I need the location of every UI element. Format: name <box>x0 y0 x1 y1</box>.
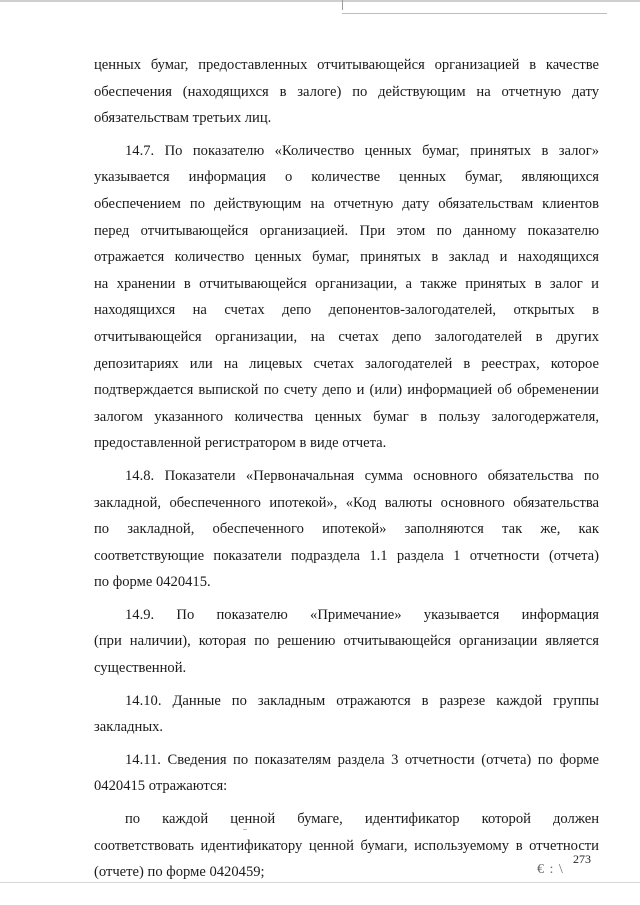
text-line: соответствующие показатели подраздела 1.1 раздела 1 отчетности (отчета) <box>94 547 599 564</box>
scan-top-edge <box>0 0 640 2</box>
text-line: 0420415 отражаются: <box>94 778 228 795</box>
paragraph-14-8 <box>94 463 599 596</box>
paragraph-14-10 <box>94 688 599 741</box>
scan-artifact-line <box>342 13 607 14</box>
text-line: предоставленной регистратором в виде отчета. <box>94 435 387 452</box>
text-line: 14.8. Показатели «Первоначальная сумма основного обязательства по <box>125 467 599 484</box>
paragraph-continuation <box>94 52 599 132</box>
text-line: залогом указанного количества ценных бумаг в пользу залогодержателя, <box>94 408 599 425</box>
scan-bottom-edge <box>0 882 640 883</box>
page-number: 273 <box>573 852 591 866</box>
scan-artifact-tick <box>342 0 343 10</box>
text-line: депозитариях или на лицевых счетах залогодателей в реестрах, которое <box>94 355 599 372</box>
page-stamp: € : \ <box>537 862 564 877</box>
text-line: 14.11. Сведения по показателям раздела 3 отчетности (отчета) по форме <box>125 751 599 768</box>
text-line: существенной. <box>94 660 187 677</box>
text-line: обеспечением по действующим на отчетную дату обязательствам клиентов <box>94 195 599 212</box>
text-line: (при наличии), которая по решению отчитывающейся организации является <box>94 633 599 650</box>
text-line: ценных бумаг, предоставленных отчитывающейся организацией в качестве <box>94 57 599 73</box>
scan-artifact-dot <box>243 829 247 830</box>
text-line: по форме 0420415. <box>94 574 211 591</box>
text-line: находящихся на счетах депо депонентов-залогодателей, открытых в <box>94 302 599 319</box>
paragraph-list-item <box>94 806 599 886</box>
text-line: указывается информация о количестве ценных бумаг, являющихся <box>94 169 599 186</box>
text-line: обеспечения (находящихся в залоге) по действующим на отчетную дату <box>94 83 599 100</box>
text-line: 14.10. Данные по закладным отражаются в разрезе каждой группы <box>125 692 599 709</box>
text-line: отчитывающейся организации, на счетах депо залогодателей в других <box>94 328 599 345</box>
text-line: перед отчитывающейся организацией. При этом по данному показателю <box>94 222 599 239</box>
text-line: обязательствам третьих лиц. <box>94 110 272 127</box>
paragraph-14-7 <box>94 138 599 457</box>
document-page <box>94 52 599 892</box>
text-line: 14.7. По показателю «Количество ценных бумаг, принятых в залог» <box>125 142 599 159</box>
text-line: подтверждается выпиской по счету депо и (или) информацией об обременении <box>94 382 599 399</box>
text-line: (отчете) по форме 0420459; <box>94 864 265 881</box>
text-line: по закладной, обеспеченного ипотекой» заполняются так же, как <box>94 521 599 538</box>
text-line: закладных. <box>94 719 164 736</box>
text-line: закладной, обеспеченного ипотекой», «Код валюты основного обязательства <box>94 494 599 511</box>
paragraph-14-9 <box>94 602 599 682</box>
text-line: 14.9. По показателю «Примечание» указывается информация <box>125 606 599 623</box>
text-line: по каждой ценной бумаге, идентификатор которой должен <box>125 811 599 828</box>
text-line: соответствовать идентификатору ценной бумаги, используемому в отчетности <box>94 837 599 854</box>
text-line: на хранении в отчитывающейся организации, а также принятых в залог и <box>94 275 599 292</box>
paragraph-14-11 <box>94 747 599 800</box>
text-line: отражается количество ценных бумаг, принятых в заклад и находящихся <box>94 249 599 266</box>
